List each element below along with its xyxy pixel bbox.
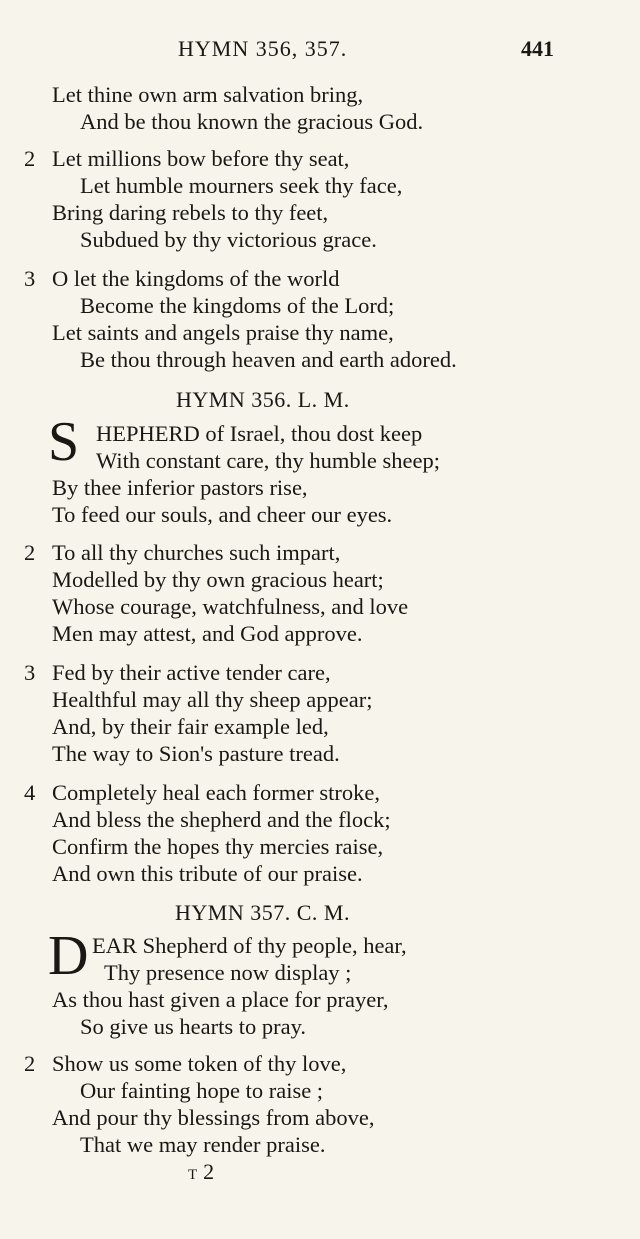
verse-line: Confirm the hopes thy mercies raise, <box>52 834 384 859</box>
verse-line: To feed our souls, and cheer our eyes. <box>52 502 393 527</box>
verse-line: EAR Shepherd of thy people, hear, <box>92 933 407 958</box>
verse-number: 4 <box>24 780 36 805</box>
verse-number: 3 <box>24 660 36 685</box>
verse-number: 2 <box>24 146 36 171</box>
verse-number: 2 <box>24 1051 36 1076</box>
signature-number: 2 <box>203 1159 215 1184</box>
verse-line: Modelled by thy own gracious heart; <box>52 567 384 592</box>
drop-capital: S <box>48 411 80 473</box>
verse-line: Let humble mourners seek thy face, <box>80 173 403 198</box>
verse-line: And pour thy blessings from above, <box>52 1105 375 1130</box>
verse-number: 2 <box>24 540 36 565</box>
verse-line: Fed by their active tender care, <box>52 660 331 685</box>
verse-line: Completely heal each former stroke, <box>52 780 380 805</box>
verse-line: So give us hearts to pray. <box>80 1014 306 1039</box>
verse-line: Subdued by thy victorious grace. <box>80 227 377 252</box>
verse-line: Become the kingdoms of the Lord; <box>80 293 395 318</box>
verse-line: That we may render praise. <box>80 1132 326 1157</box>
verse-line: The way to Sion's pasture tread. <box>52 741 340 766</box>
verse-line: Bring daring rebels to thy feet, <box>52 200 329 225</box>
verse-line: Let thine own arm salvation bring, <box>52 82 364 107</box>
signature-letter: T <box>188 1167 198 1183</box>
verse-line: Our fainting hope to raise ; <box>80 1078 324 1103</box>
verse-line: Let millions bow before thy seat, <box>52 146 350 171</box>
verse-line: Be thou through heaven and earth adored. <box>80 347 457 372</box>
verse-line: By thee inferior pastors rise, <box>52 475 308 500</box>
verse-line: And be thou known the gracious God. <box>80 109 424 134</box>
verse-line: Thy presence now display ; <box>104 960 352 985</box>
verse-line: O let the kingdoms of the world <box>52 266 340 291</box>
verse-line: Whose courage, watchfulness, and love <box>52 594 409 619</box>
running-title: HYMN 356, 357. <box>178 36 348 61</box>
verse-line: Men may attest, and God approve. <box>52 621 363 646</box>
verse-line: As thou hast given a place for prayer, <box>52 987 389 1012</box>
running-head <box>0 36 640 68</box>
verse-line: To all thy churches such impart, <box>52 540 341 565</box>
hymn-heading: HYMN 357. C. M. <box>175 900 350 925</box>
verse-line: Show us some token of thy love, <box>52 1051 347 1076</box>
signature-mark <box>188 1159 214 1185</box>
verse-line: Healthful may all thy sheep appear; <box>52 687 373 712</box>
hymn-heading: HYMN 356. L. M. <box>176 387 350 412</box>
verse-number: 3 <box>24 266 36 291</box>
verse-line: HEPHERD of Israel, thou dost keep <box>96 421 423 446</box>
verse-line: And bless the shepherd and the flock; <box>52 807 391 832</box>
drop-capital: D <box>48 925 89 987</box>
page-number: 441 <box>521 36 554 61</box>
verse-line: And own this tribute of our praise. <box>52 861 363 886</box>
verse-line: With constant care, thy humble sheep; <box>96 448 440 473</box>
verse-line: And, by their fair example led, <box>52 714 329 739</box>
verse-line: Let saints and angels praise thy name, <box>52 320 394 345</box>
